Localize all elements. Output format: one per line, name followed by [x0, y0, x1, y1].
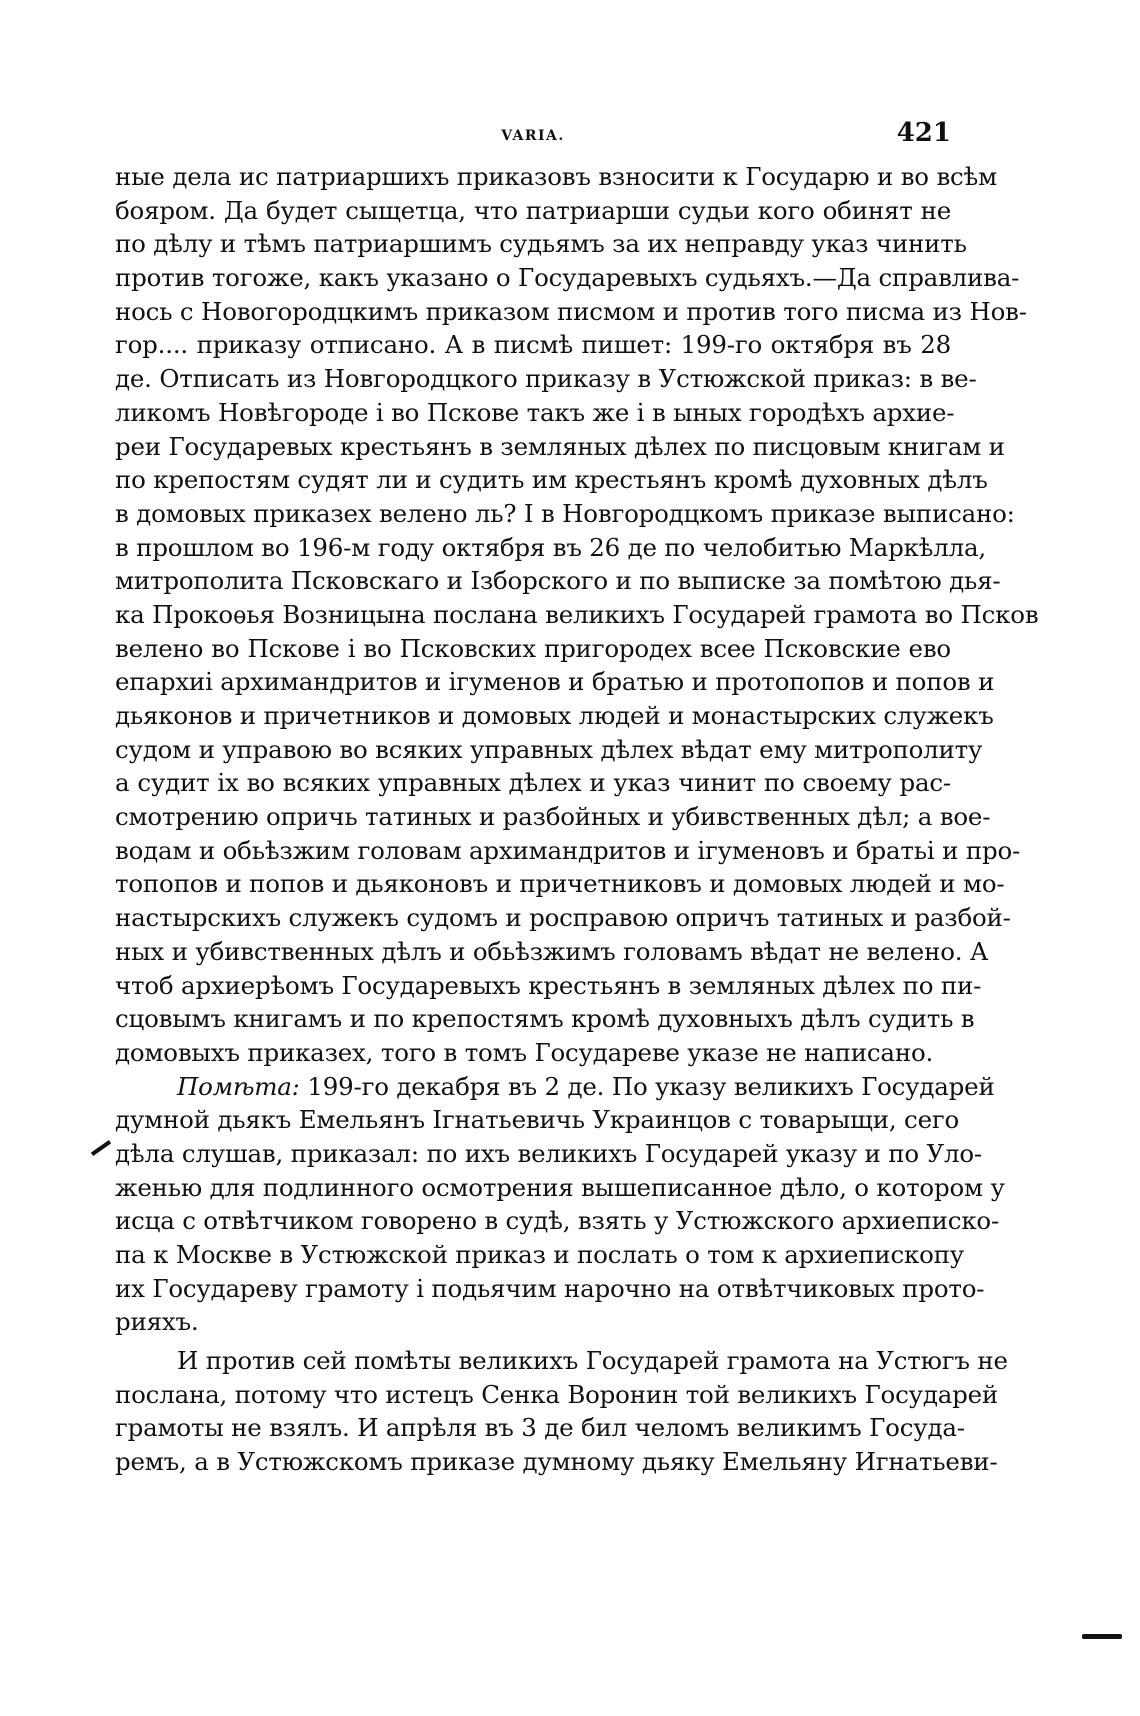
text-line: митрополита Псковскаго и Ізборского и по выписке за помѣтою дья- [115, 566, 1001, 596]
text-line: настырскихъ служекъ судомъ и росправою опричъ татиных и разбой- [115, 903, 1011, 933]
text-line: сцовымъ книгамъ и по крепостямъ кромѣ духовныхъ дѣлъ судить в [115, 1004, 975, 1034]
pometa-first-line-text: 199-го декабря въ 2 де. По указу великихъ Государей [307, 1071, 995, 1101]
text-line: епархиі архимандритов и ігуменов и братью и протопопов и попов и [115, 667, 995, 697]
text-line: ных и убивственных дѣлъ и обьѣзжимъ головамъ вѣдат не велено. А [115, 936, 989, 966]
final-paragraph-line: грамоты не взялъ. И апрѣля въ 3 де бил челомъ великимъ Госуда- [115, 1413, 965, 1443]
pometa-line: па к Москве в Устюжской приказ и послать о том к архиепископу [115, 1240, 964, 1269]
pometa-label: Помѣта: [177, 1071, 300, 1101]
text-line: де. Отписать из Новгородцкого приказу в Устюжской приказ: в ве- [115, 364, 977, 394]
text-line: чтоб архиерѣомъ Государевыхъ крестьянъ в земляных дѣлех по пи- [115, 970, 982, 1000]
text-line: ка Прокоѳья Возницына послана великихъ Государей грамота во Псков [115, 599, 1039, 629]
margin-mark [91, 1140, 111, 1156]
text-line: велено во Пскове і во Псковских пригородех всее Псковские ево [115, 633, 951, 663]
final-paragraph-line: ремъ, а в Устюжскомъ приказе думному дьяку Емельяну Игнатьеви- [115, 1447, 998, 1477]
pometa-line: их Государеву грамоту і подьячим нарочно на отвѣтчиковых прото- [115, 1273, 985, 1303]
text-line: ликомъ Новѣгороде і во Пскове такъ же і в ыных городѣхъ архие- [115, 397, 955, 427]
text-line: бояром. Да будет сыщетца, что патриарши судьи кого обинят не [115, 195, 951, 225]
text-line: в прошлом во 196-м году октября въ 26 де по челобитью Маркѣлла, [115, 532, 986, 562]
text-line: нось с Новогородцкимъ приказом писмом и против того писма из Нов- [115, 296, 1027, 326]
body-text [115, 160, 1039, 1479]
text-line: дьяконов и причетников и домовых людей и монастырских служекъ [115, 701, 994, 730]
running-head-title: VARIA. [501, 128, 565, 144]
text-line: домовыхъ приказех, того в томъ Государеве указе не написано. [115, 1037, 934, 1067]
text-line: смотрению опричь татиных и разбойных и убивственных дѣл; а вое- [115, 802, 991, 832]
edge-dash-mark [1082, 1634, 1122, 1639]
pometa-line: рияхъ. [115, 1307, 199, 1337]
text-line: против тогоже, какъ указано о Государевыхъ судьяхъ.—Да справлива- [115, 263, 1020, 293]
pometa-line: дѣла слушав, приказал: по ихъ великихъ Государей указу и по Уло- [115, 1138, 982, 1168]
text-line: топопов и попов и дьяконовъ и причетниковъ и домовых людей и мо- [115, 869, 1005, 899]
text-line: по крепостям судят ли и судить им крестьянъ кромѣ духовных дѣлъ [115, 465, 988, 495]
running-head [115, 118, 951, 152]
pometa-line: женью для подлинного осмотрения вышеписанное дѣло, о котором у [115, 1172, 1005, 1202]
text-line: реи Государевых крестьянъ в земляных дѣлех по писцовым книгам и [115, 431, 1005, 461]
text-line: водам и обьѣзжим головам архимандритов и ігуменовъ и братьі и про- [115, 835, 1021, 865]
final-paragraph-line: И против сей помѣты великихъ Государей грамота на Устюгъ не [177, 1346, 1008, 1376]
page-number: 421 [896, 118, 951, 148]
pometa-line: исца с отвѣтчиком говорено в судѣ, взять у Устюжского архиеписко- [115, 1206, 1000, 1236]
text-line: по дѣлу и тѣмъ патриаршимъ судьямъ за их неправду указ чинить [115, 229, 967, 259]
pometa-first-line [115, 1070, 995, 1104]
pometa-line: думной дьякъ Емельянъ Ігнатьевичь Украинцов с товарыщи, сего [115, 1105, 960, 1135]
text-line: в домовых приказех велено ль? І в Новгородцкомъ приказе выписано: [115, 498, 1015, 528]
final-paragraph-line: послана, потому что истецъ Сенка Воронин той великихъ Государей [115, 1379, 999, 1409]
text-line: судом и управою во всяких управных дѣлех вѣдат ему митрополиту [115, 734, 983, 764]
text-line: а судит іх во всяких управных дѣлех и указ чинит по своему рас- [115, 768, 951, 798]
text-line: ные дела ис патриаршихъ приказовъ взносити к Государю и во всѣм [115, 162, 997, 191]
text-line: гор.... приказу отписано. А в писмѣ пишет: 199-го октября въ 28 [115, 330, 951, 360]
